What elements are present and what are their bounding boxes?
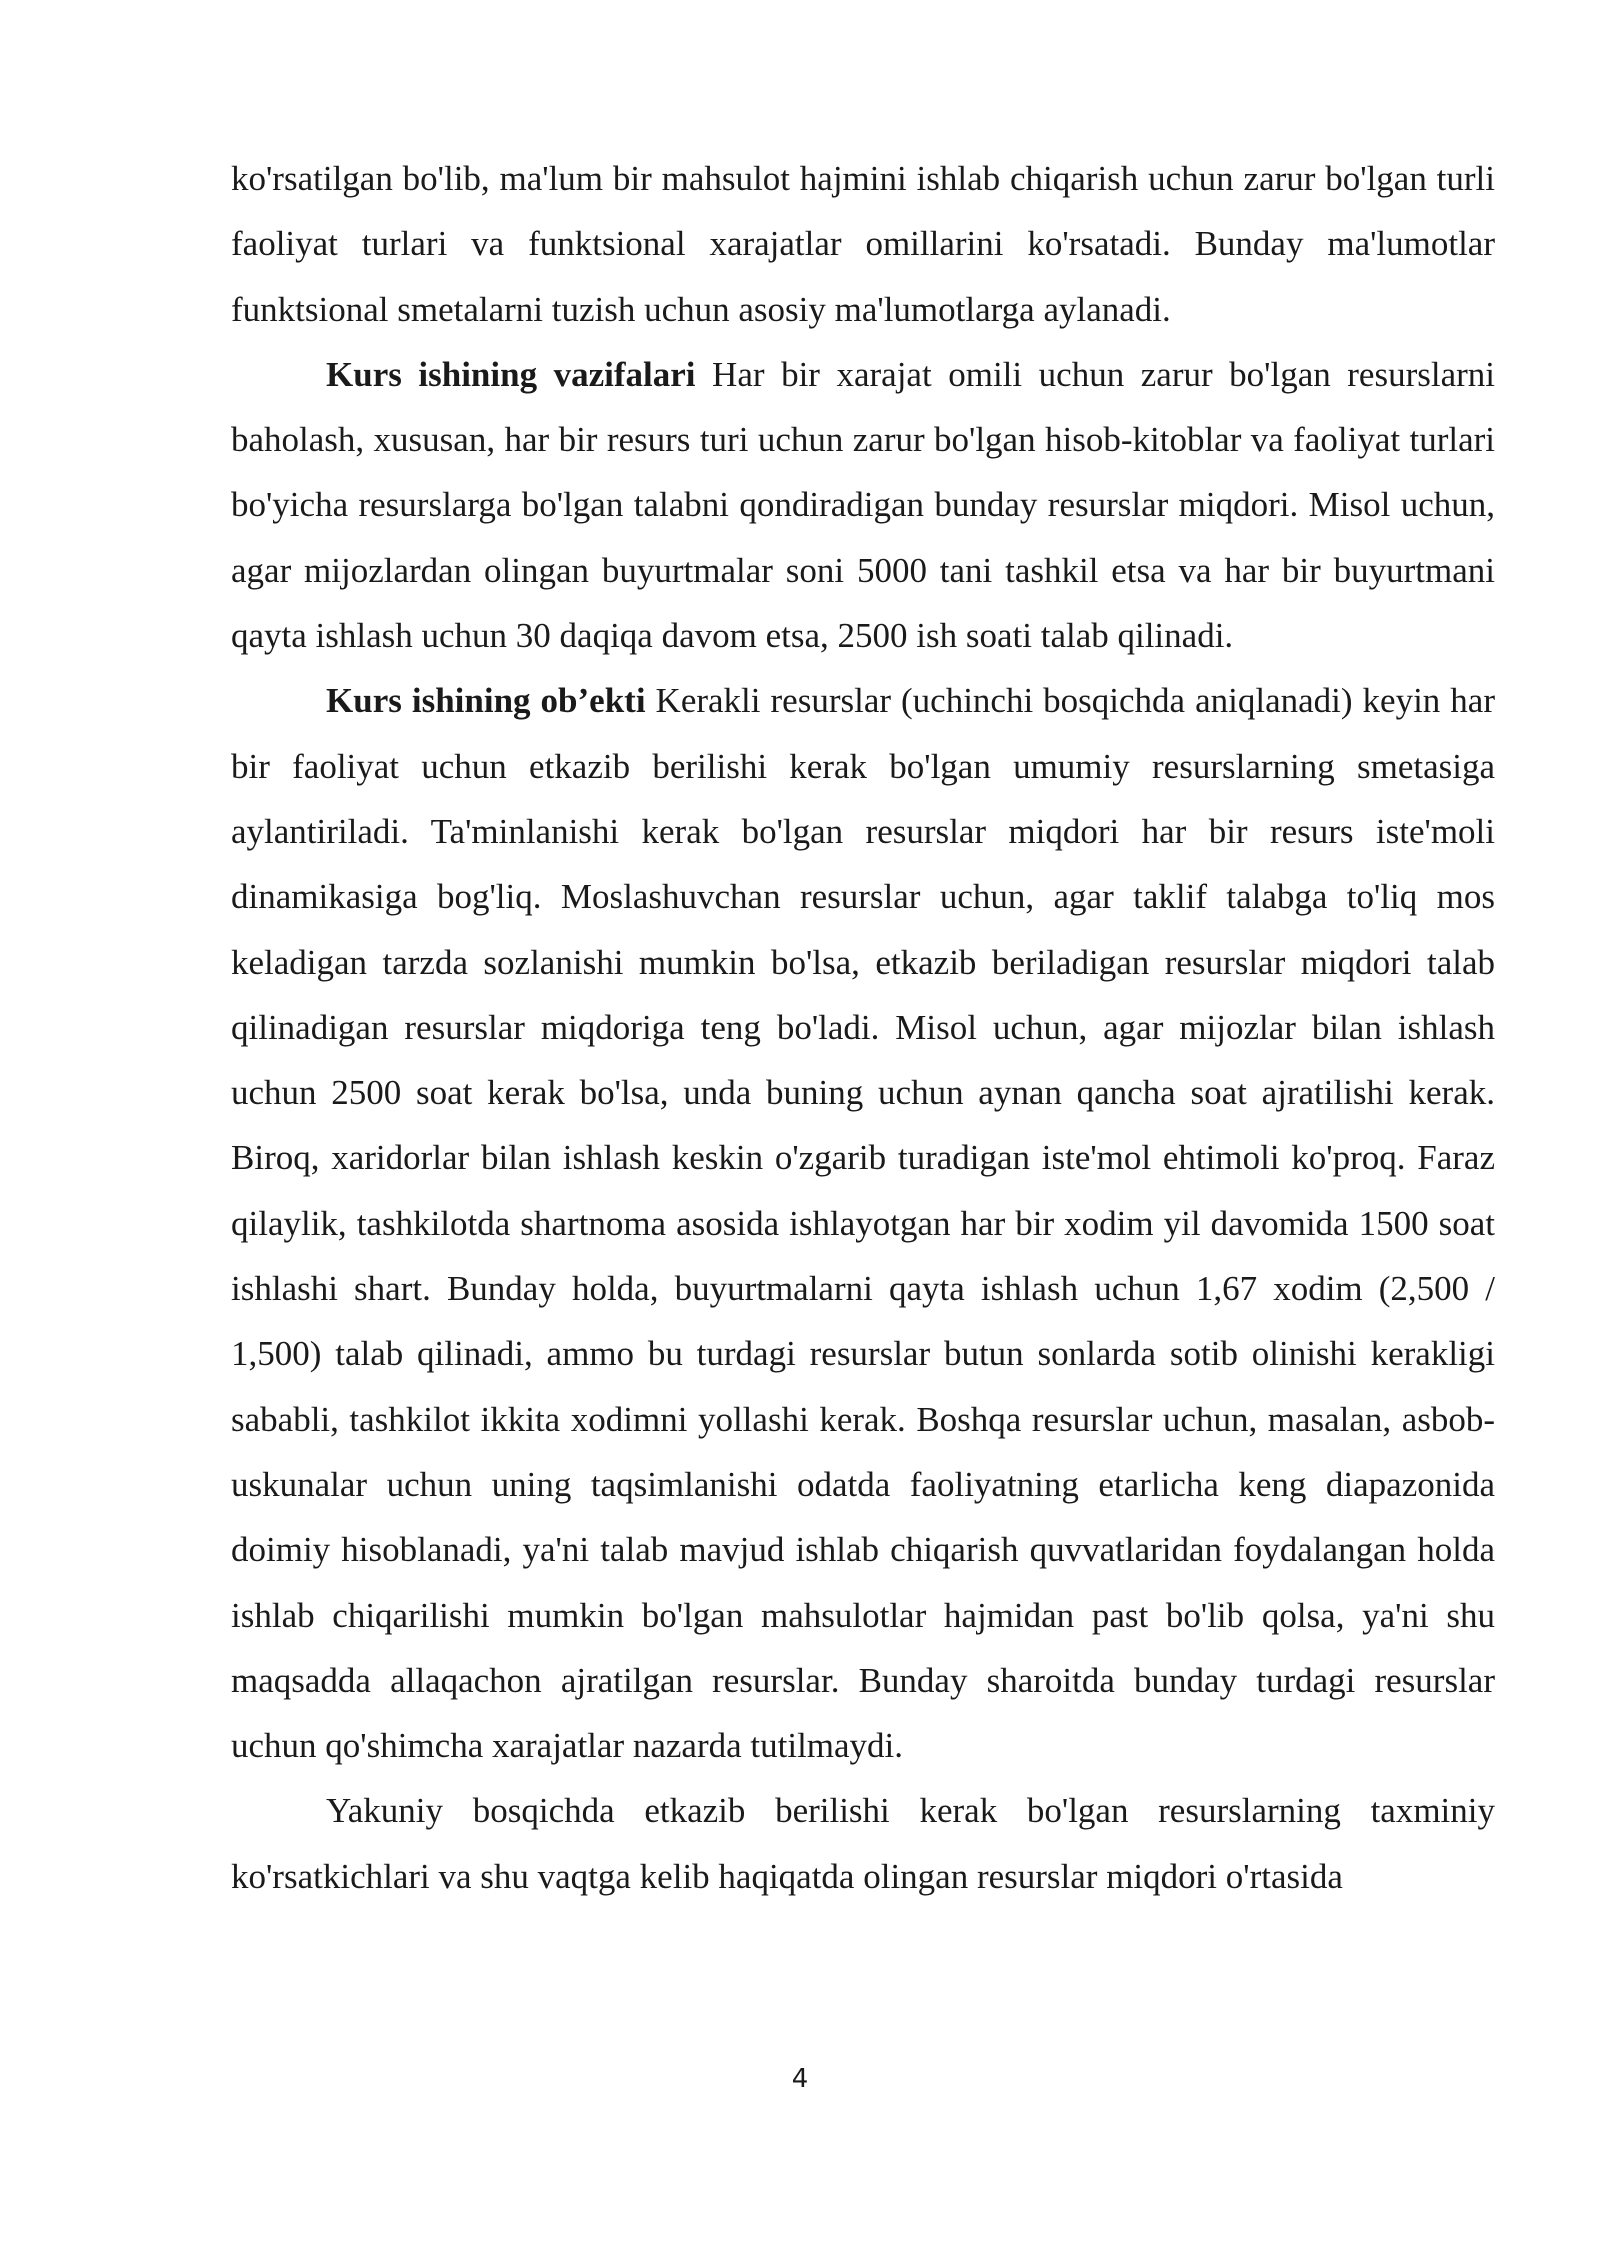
paragraph-heading: Kurs ishining ob’ekti — [326, 681, 646, 721]
paragraph-text: Yakuniy bosqichda etkazib berilishi kerak bo'lgan resurslarning taxminiy ko'rsatkichlari va shu vaqtga kelib haqiqatda olingan resurslar miqdori o'rtasida — [231, 1791, 1495, 1896]
paragraph-final-stage — [231, 1778, 1495, 1909]
page-number: 4 — [791, 2064, 809, 2094]
paragraph-text: ko'rsatilgan bo'lib, ma'lum bir mahsulot hajmini ishlab chiqarish uchun zarur bo'lgan turli faoliyat turlari va funktsional xarajatlar omillarini ko'rsatadi. Bunday ma'lumotlar funktsional smetalarni tuzish uchun asosiy ma'lumotlarga aylanadi. — [231, 159, 1495, 329]
paragraph-text: Kerakli resurslar (uchinchi bosqichda aniqlanadi) keyin har bir faoliyat uchun etkazib berilishi kerak bo'lgan umumiy resurslarning smetasiga aylantiriladi. Ta'minlanishi kerak bo'lgan resurslar miqdori har bir resurs iste'moli dinamikasiga bog'liq. Moslashuvchan resurslar uchun, agar taklif talabga to'liq mos keladigan tarzda sozlanishi mumkin bo'lsa, etkazib beriladigan resurslar miqdori talab qilinadigan resurslar miqdoriga teng bo'ladi. Misol uchun, agar mijozlar bilan ishlash uchun 2500 soat kerak bo'lsa, unda buning uchun aynan qancha soat ajratilishi kerak. Biroq, xaridorlar bilan ishlash keskin o'zgarib turadigan iste'mol ehtimoli ko'proq. Faraz qilaylik, tashkilotda shartnoma asosida ishlayotgan har bir xodim yil davomida 1500 soat ishlashi shart. Bunday holda, buyurtmalarni qayta ishlash uchun 1,67 xodim (2,500 / 1,500) talab qilinadi, ammo bu turdagi resurslar butun sonlarda sotib olinishi kerakligi sababli, tashkilot ikkita xodimni yollashi kerak. Boshqa resurslar uchun, masalan, asbob-uskunalar uchun uning taqsimlanishi odatda faoliyatning etarlicha keng diapazonida doimiy hisoblanadi, ya'ni talab mavjud ishlab chiqarish quvvatlaridan foydalangan holda ishlab chiqarilishi mumkin bo'lgan mahsulotlar hajmidan past bo'lib qolsa, ya'ni shu maqsadda allaqachon ajratilgan resurslar. Bunday sharoitda bunday turdagi resurslar uchun qo'shimcha xarajatlar nazarda tutilmaydi. — [231, 681, 1495, 1766]
paragraph-text: Har bir xarajat omili uchun zarur bo'lgan resurslarni baholash, xususan, har bir resurs turi uchun zarur bo'lgan hisob-kitoblar va faoliyat turlari bo'yicha resurslarga bo'lgan talabni qondiradigan bunday resurslar miqdori. Misol uchun, agar mijozlardan olingan buyurtmalar soni 5000 tani tashkil etsa va har bir buyurtmani qayta ishlash uchun 30 daqiqa davom etsa, 2500 ish soati talab qilinadi. — [231, 354, 1495, 656]
paragraph-continuation — [231, 146, 1495, 342]
paragraph-tasks — [231, 342, 1495, 668]
body-text — [231, 146, 1495, 1909]
paragraph-object — [231, 668, 1495, 1778]
paragraph-heading: Kurs ishining vazifalari — [326, 354, 696, 394]
